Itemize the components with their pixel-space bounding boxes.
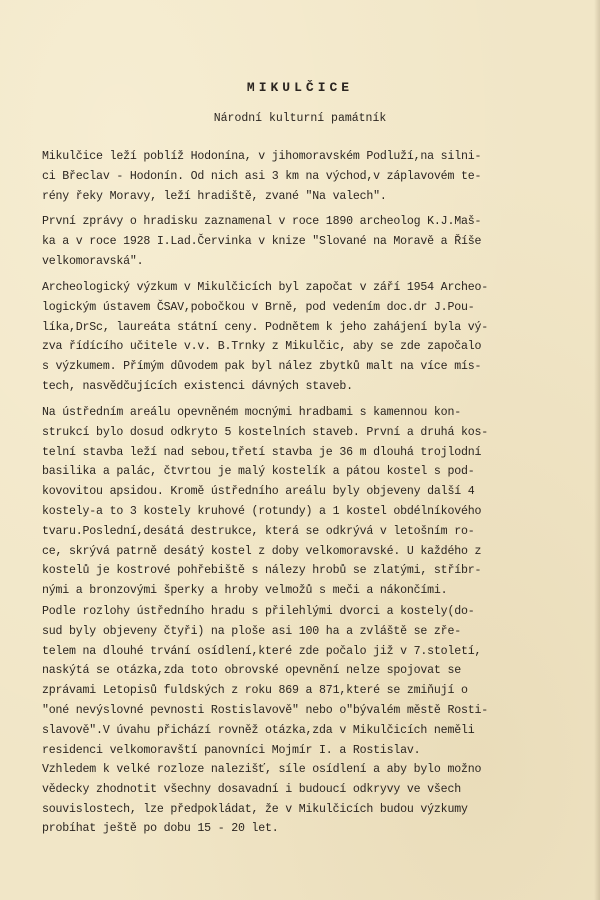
text-line: nými a bronzovými šperky a hroby velmožů s meči a nákončími. — [42, 584, 448, 598]
paragraph-churches — [42, 403, 572, 601]
text-line: vědecky zhodnotit všechny dosavadní i budoucí odkryvy ve všech — [42, 782, 461, 796]
text-line: kovovitou apsidou. Kromě ústředního areálu byly objeveny další 4 — [42, 485, 475, 499]
text-line: Podle rozlohy ústředního hradu s přilehlými dvorci a kostely(do- — [42, 605, 475, 618]
paragraph-research-start — [42, 278, 572, 397]
text-line: První zprávy o hradisku zaznamenal v roce 1890 archeolog K.J.Maš- — [42, 215, 482, 228]
paragraph-historical-question — [42, 602, 572, 760]
text-line: slavově".V úvahu přichází rovněž otázka,zda v Mikulčicích neměli — [42, 723, 475, 737]
text-line: naskýtá se otázka,zda toto obrovské opevnění nelze spojovat se — [42, 664, 461, 678]
text-line: Archeologický výzkum v Mikulčicích byl započat v září 1954 Archeo- — [42, 281, 488, 294]
text-line: probíhat ještě po dobu 15 - 20 let. — [42, 822, 279, 836]
text-line: residenci velkomoravští panovníci Mojmír I. a Rostislav. — [42, 743, 421, 757]
text-line: velkomoravská". — [42, 254, 144, 268]
text-line: ce, skrývá patrně desátý kostel z doby velkomoravské. U každého z — [42, 544, 482, 558]
text-line: Mikulčice leží poblíž Hodonína, v jihomoravském Podluží,na silni- — [42, 150, 482, 163]
text-line: zva řídícího učitele v.v. B.Trnky z Mikulčic, aby se zde započalo — [42, 340, 482, 354]
paragraph-location — [42, 147, 572, 206]
text-line: logickým ústavem ČSAV,pobočkou v Brně, pod vedením doc.dr J.Pou- — [42, 300, 475, 314]
text-line: kostelů je kostrové pohřebiště s nálezy hrobů se zlatými, stříbr- — [42, 564, 482, 578]
text-line: rény řeky Moravy, leží hradiště, zvané "Na valech". — [42, 189, 387, 203]
text-line: kostely-a to 3 kostely kruhové (rotundy) a 1 kostel obdélníkového — [42, 504, 482, 518]
text-line: telem na dlouhé trvání osídlení,které zde počalo již v 7.století, — [42, 644, 482, 658]
text-line: s výzkumem. Přímým důvodem pak byl nález zbytků malt na více mís- — [42, 360, 482, 374]
text-line: ka a v roce 1928 I.Lad.Červinka v knize "Slované na Moravě a Říše — [42, 234, 482, 248]
page-edge-shadow — [594, 0, 600, 900]
text-line: ci Břeclav - Hodonín. Od nich asi 3 km na východ,v záplavovém te- — [42, 169, 482, 183]
text-line: Vzhledem k velké rozloze nalezišť, síle osídlení a aby bylo možno — [42, 763, 482, 776]
text-line: tech, nasvědčujících existenci dávných staveb. — [42, 379, 353, 393]
text-line: telní stavba leží nad sebou,třetí stavba je 36 m dlouhá trojlodní — [42, 445, 482, 459]
text-line: líka,DrSc, laureáta státní ceny. Podnětem k jeho zahájení byla vý- — [42, 320, 488, 334]
document-title: MIKULČICE — [246, 80, 354, 95]
text-line: basilika a palác, čtvrtou je malý kostelík a pátou kostel s pod- — [42, 465, 475, 479]
paragraph-first-reports — [42, 212, 572, 271]
text-line: tvaru.Poslední,desátá destrukce, která se odkrývá v letošním ro- — [42, 524, 475, 538]
text-line: zprávami Letopisů fuldských z roku 869 a 871,které se zmiňují o — [42, 684, 468, 698]
text-line: souvislostech, lze předpokládat, že v Mikulčicích budou výzkumy — [42, 802, 468, 816]
text-line: sud byly objeveny čtyři) na ploše asi 100 ha a zvláště se zře- — [42, 624, 461, 638]
text-line: Na ústředním areálu opevněném mocnými hradbami s kamennou kon- — [42, 406, 461, 419]
paragraph-future-research — [42, 760, 572, 839]
document-subtitle: Národní kulturní památník — [213, 112, 387, 125]
text-line: strukcí bylo dosud odkryto 5 kostelních staveb. První a druhá kos- — [42, 425, 488, 439]
text-line: "oné nevýslovné pevnosti Rostislavově" nebo o"bývalém městě Rosti- — [42, 703, 488, 717]
